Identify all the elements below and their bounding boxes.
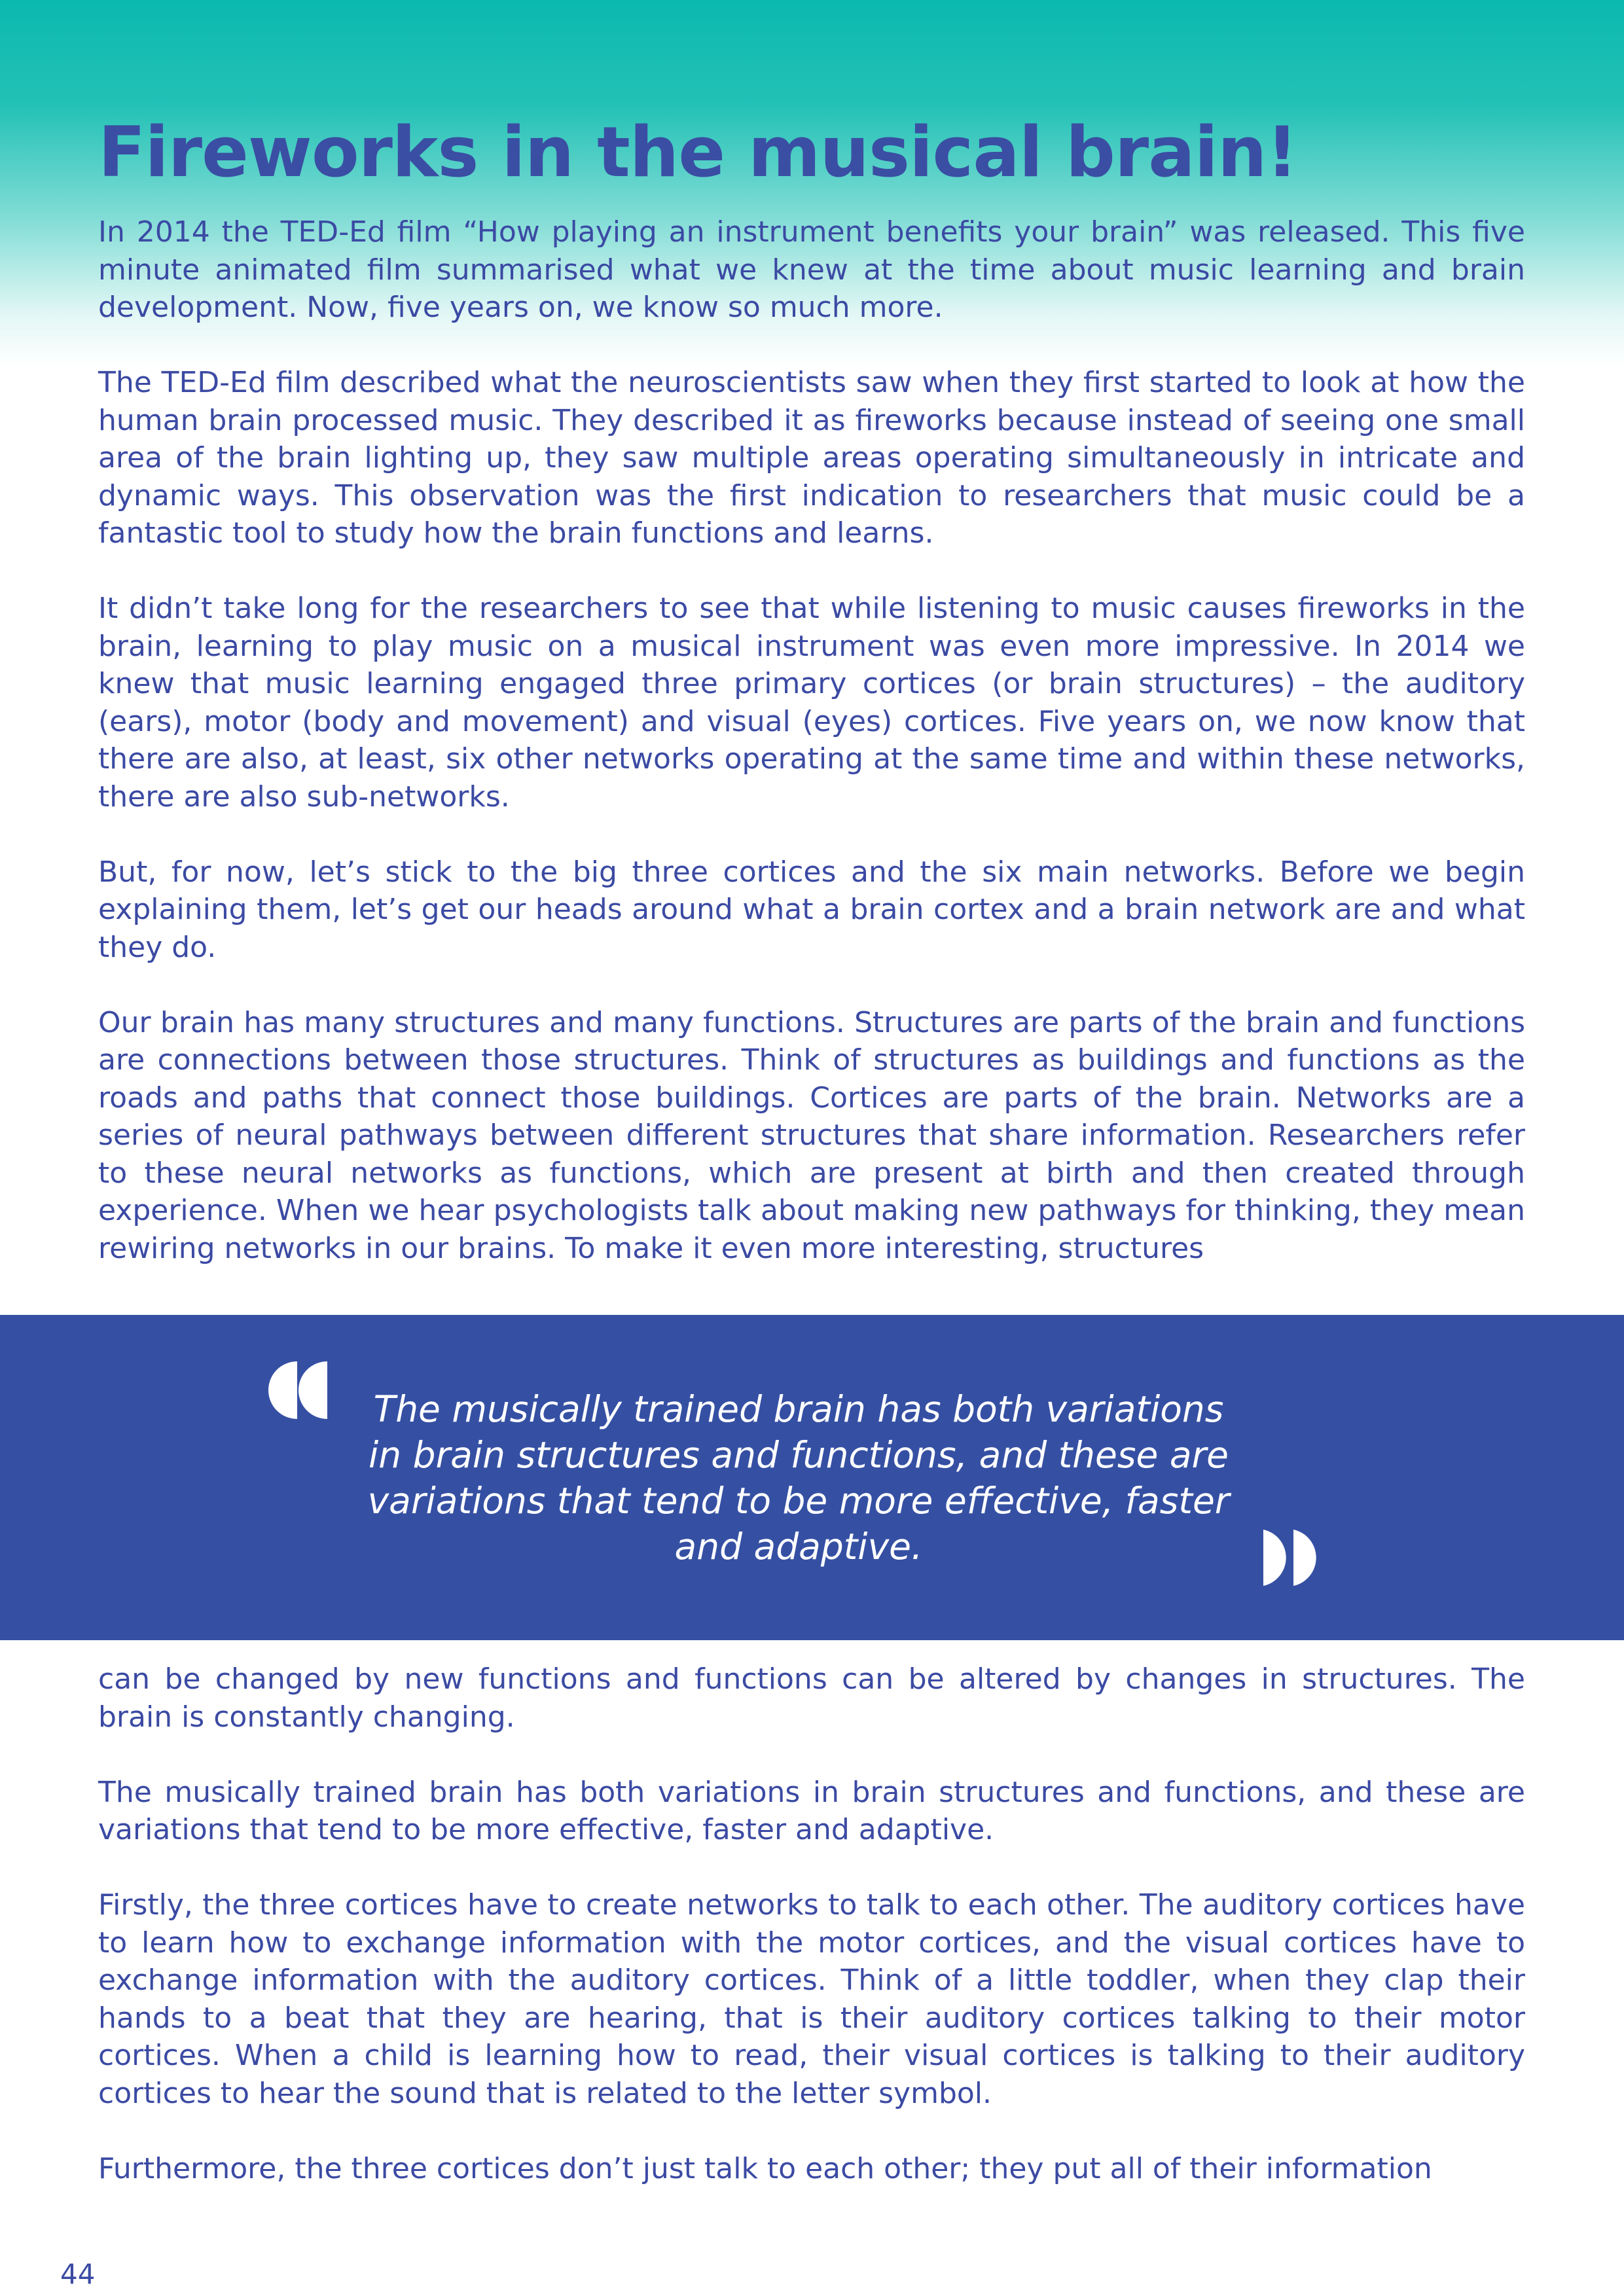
page-number: 44 (60, 2258, 96, 2290)
paragraph: Firstly, the three cortices have to create networks to talk to each other. The auditory cortices have to learn how to exchange information with the motor cortices, and the visual cortices have to exchange information with the auditory cortices. Think of a little toddler, when they clap their hands to a beat that they are hearing, that is their auditory cortices talking to their motor cortices. When a child is learning how to read, their visual cortices is talking to their auditory cortices to hear the sound that is related to the letter symbol. (98, 1888, 1525, 2110)
paragraph: It didn’t take long for the researchers to see that while listening to music causes fireworks in the brain, learning to play music on a musical instrument was even more impressive. In 2014 we knew that music learning engaged three primary cortices (or brain structures) – the auditory (ears), motor (body and movement) and visual (eyes) cortices. Five years on, we now know that there are also, at least, six other networks operating at the same time and within these networks, there are also sub-networks. (98, 592, 1525, 814)
paragraph: can be changed by new functions and functions can be altered by changes in structures. The brain is constantly changing. (98, 1662, 1525, 1734)
pull-quote-text: The musically trained brain has both variations in brain structures and functions, and these are variations that tend to be more effective, faster and adaptive. (367, 1388, 1230, 1568)
paragraph: Our brain has many structures and many functions. Structures are parts of the brain and functions are connections between those structures. Think of structures as buildings and functions as the roads and paths that connect those buildings. Cortices are parts of the brain. Networks are a series of neural pathways between different structures that share information. Researchers refer to these neural networks as functions, which are present at birth and then created through experience. When we hear psychologists talk about making new pathways for thinking, they mean rewiring networks in our brains. To make it even more interesting, structures (98, 1005, 1525, 1265)
paragraph: The TED-Ed film described what the neuroscientists saw when they first started to look at how the human brain processed music. They described it as fireworks because instead of seeing one small area of the brain lighting up, they saw multiple areas operating simultaneously in intricate and dynamic ways. This observation was the first indication to researchers that music could be a fantastic tool to study how the brain functions and learns. (98, 366, 1525, 550)
body-text-top (98, 213, 1525, 1267)
paragraph: Furthermore, the three cortices don’t just talk to each other; they put all of their information (98, 2151, 1432, 2185)
paragraph: But, for now, let’s stick to the big three cortices and the six main networks. Before we begin explaining them, let’s get our heads around what a brain cortex and a brain network are and what they do. (98, 855, 1525, 964)
paragraph: The musically trained brain has both variations in brain structures and functions, and these are variations that tend to be more effective, faster and adaptive. (98, 1775, 1525, 1846)
body-text-bottom (98, 1660, 1525, 2187)
paragraph: In 2014 the TED-Ed film “How playing an instrument benefits your brain” was released. This five minute animated film summarised what we knew at the time about music learning and brain development. Now, five years on, we know so much more. (98, 215, 1525, 324)
open-quote-icon (268, 1361, 327, 1420)
close-quote-icon (1263, 1528, 1322, 1587)
page-title: Fireworks in the musical brain! (98, 112, 1297, 192)
